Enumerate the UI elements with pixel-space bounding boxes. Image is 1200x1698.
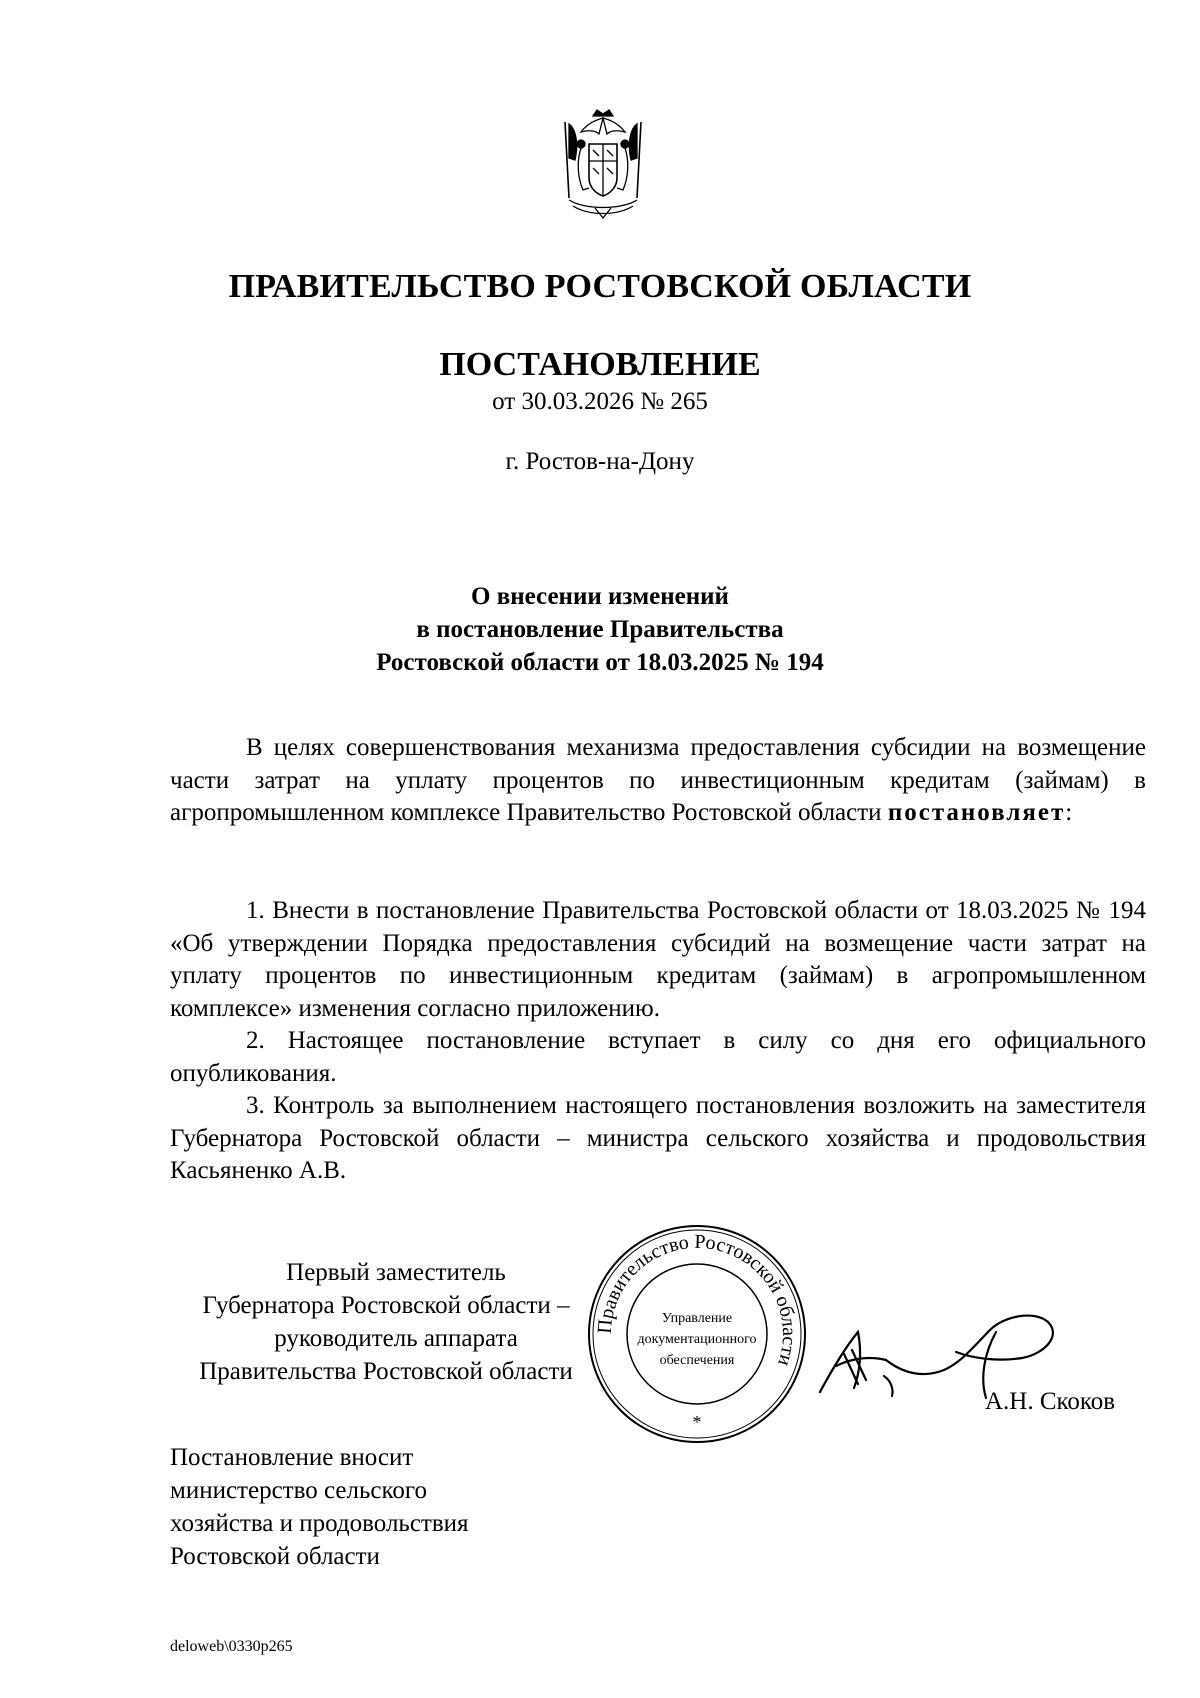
- title-line-2: в постановление Правительства: [416, 616, 784, 643]
- file-reference: deloweb\0330p265: [170, 1638, 293, 1655]
- signatory-position: [176, 1256, 596, 1388]
- stamp-line-3: обеспечения: [659, 1353, 735, 1368]
- stamp-star: *: [692, 1412, 702, 1432]
- list-item: 3. Контроль за выполнением настоящего постановления возложить на заместителя Губернатора Ростовской области – министра сельского хозяйства и продовольствия Касьяненко А.В.: [170, 1092, 1146, 1184]
- title-line-1: О внесении изменений: [471, 583, 729, 610]
- position-line-4: Правительства Ростовской области: [199, 1358, 573, 1385]
- list-item: 1. Внести в постановление Правительства Ростовской области от 18.03.2025 № 194 «Об утверждении Порядка предоставления субсидий на возмещение части затрат на уплату процентов по инвестиционным кредитам (займам) в агропромышленном комплексе» изменения согласно приложению.: [170, 897, 1146, 1022]
- submitted-line-2: министерство сельского: [170, 1477, 427, 1504]
- preamble-paragraph: [170, 732, 1146, 830]
- submitted-by-block: [170, 1441, 469, 1573]
- submitted-line-4: Ростовской области: [170, 1543, 380, 1570]
- position-line-2: Губернатора Ростовской области –: [202, 1292, 570, 1319]
- preamble-keyword: постановляет: [887, 799, 1066, 826]
- official-stamp: [585, 1222, 809, 1446]
- position-line-1: Первый заместитель: [286, 1259, 506, 1286]
- preamble-tail: :: [1065, 799, 1073, 826]
- stamp-ring-text: Правительство Ростовской области: [593, 1230, 801, 1369]
- date-number: от 30.03.2026 № 265: [492, 388, 708, 415]
- submitted-line-3: хозяйства и продовольствия: [170, 1510, 469, 1537]
- submitted-line-1: Постановление вносит: [170, 1444, 414, 1471]
- city: г. Ростов-на-Дону: [505, 448, 695, 475]
- position-line-3: руководитель аппарата: [274, 1325, 518, 1352]
- title-line-3: Ростовской области от 18.03.2025 № 194: [376, 649, 824, 676]
- stamp-line-1: Управление: [661, 1311, 733, 1326]
- document-title: [0, 580, 1200, 679]
- svg-text:Правительство Ростовской облас: [594, 1231, 800, 1369]
- signatory-name: А.Н. Скоков: [985, 1388, 1116, 1415]
- coat-of-arms-emblem: [555, 108, 651, 222]
- resolution-items: [170, 895, 1146, 1188]
- org-heading: ПРАВИТЕЛЬСТВО РОСТОВСКОЙ ОБЛАСТИ: [228, 268, 972, 305]
- document-type-heading: ПОСТАНОВЛЕНИЕ: [439, 346, 761, 383]
- list-item: 2. Настоящее постановление вступает в силу со дня его официального опубликования.: [170, 1027, 1146, 1087]
- preamble-text: В целях совершенствования механизма предоставления субсидии на возмещение части затрат на уплату процентов по инвестиционным кредитам (займам) в агропромышленном комплексе Правительство Ростовской области: [170, 734, 1146, 826]
- stamp-line-2: документационного: [637, 1332, 757, 1347]
